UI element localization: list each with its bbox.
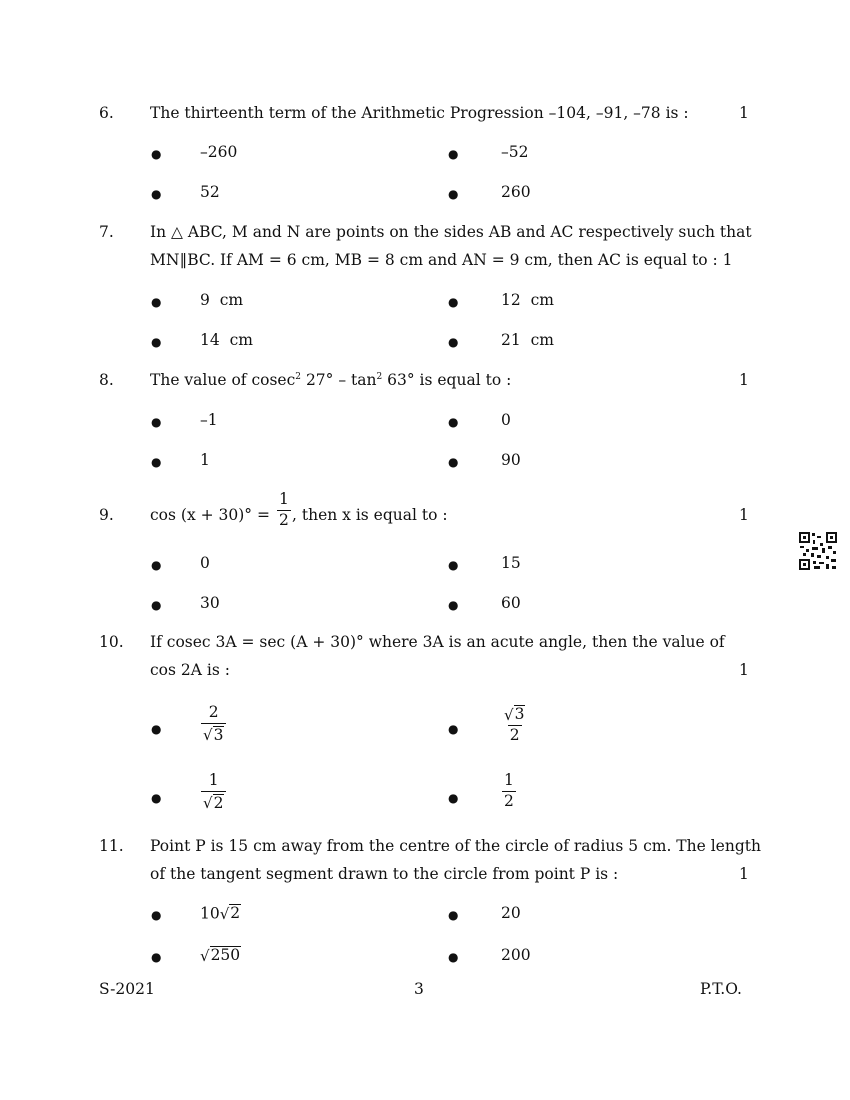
option-bullet: ● xyxy=(448,908,459,922)
option-c: 52 xyxy=(200,183,220,201)
option-b: –52 xyxy=(501,143,529,161)
question-text: The thirteenth term of the Arithmetic Progression –104, –91, –78 is : xyxy=(150,104,689,122)
text-segment: 27° – tan xyxy=(301,371,377,389)
question-marks: 1 xyxy=(739,506,749,524)
question-marks: 1 xyxy=(739,371,749,389)
option-b: 15 xyxy=(501,554,521,572)
option-c: 14 cm xyxy=(200,331,253,349)
question-number: 9. xyxy=(99,506,114,524)
question-text-lhs: cos (x + 30)° = xyxy=(150,506,270,524)
option-bullet: ● xyxy=(151,187,162,201)
question-marks: 1 xyxy=(739,104,749,122)
radicand: 3 xyxy=(514,705,525,723)
fraction-denominator xyxy=(201,791,226,812)
question-number: 6. xyxy=(99,104,114,122)
question-marks: 1 xyxy=(739,865,749,883)
option-bullet: ● xyxy=(151,415,162,429)
question-text-line2: cos 2A is : xyxy=(150,661,230,679)
fraction-numerator: 1 xyxy=(504,771,514,789)
square-root xyxy=(200,946,241,964)
qr-code-icon xyxy=(798,531,838,571)
fraction-denominator: 2 xyxy=(504,791,514,810)
fraction-denominator: 2 xyxy=(279,510,289,529)
option-b-fraction xyxy=(502,705,527,744)
text-segment: 63° is equal to : xyxy=(382,371,512,389)
fraction-numerator xyxy=(502,705,527,725)
radical-icon: √ xyxy=(219,904,230,923)
option-d: 60 xyxy=(501,594,521,612)
option-bullet: ● xyxy=(151,335,162,349)
square-root xyxy=(504,705,525,723)
option-bullet: ● xyxy=(448,558,459,572)
option-d: 260 xyxy=(501,183,531,201)
fraction-numerator: 1 xyxy=(279,490,289,508)
option-a: –1 xyxy=(200,411,218,429)
option-bullet: ● xyxy=(151,295,162,309)
page-number: 3 xyxy=(414,980,424,998)
fraction xyxy=(277,492,291,528)
question-text xyxy=(150,371,511,389)
question-marks: 1 xyxy=(739,661,749,679)
option-d: 200 xyxy=(501,946,531,964)
option-bullet: ● xyxy=(448,722,459,736)
segment-mn: MN xyxy=(150,251,180,269)
option-b: 0 xyxy=(501,411,511,429)
fraction-numerator: 2 xyxy=(208,703,219,721)
option-bullet: ● xyxy=(448,415,459,429)
option-d: 21 cm xyxy=(501,331,554,349)
question-text-line1: In △ ABC, M and N are points on the sides AB and AC respectively such that xyxy=(150,223,752,241)
radical-icon: √ xyxy=(200,946,210,965)
question-number: 11. xyxy=(99,837,124,855)
question-text-rest: . If AM = 6 cm, MB = 8 cm and AN = 9 cm, then AC is equal to : 1 xyxy=(210,251,733,269)
radical-icon: √ xyxy=(504,705,514,724)
option-c xyxy=(200,946,241,965)
option-a: –260 xyxy=(200,143,238,161)
fraction-denominator xyxy=(201,723,226,744)
square-root xyxy=(203,726,224,744)
question-text-line1: If cosec 3A = sec (A + 30)° where 3A is an acute angle, then the value of xyxy=(150,633,725,651)
square-root xyxy=(203,794,224,812)
question-number: 10. xyxy=(99,633,124,651)
option-a: 9 cm xyxy=(200,291,244,309)
option-bullet: ● xyxy=(448,455,459,469)
question-text-line2 xyxy=(150,251,732,269)
radicand: 2 xyxy=(213,793,224,812)
option-bullet: ● xyxy=(448,950,459,964)
option-bullet: ● xyxy=(448,187,459,201)
option-bullet: ● xyxy=(448,598,459,612)
question-number: 8. xyxy=(99,371,114,389)
parallel-icon: ∥ xyxy=(179,251,188,269)
option-bullet: ● xyxy=(151,950,162,964)
segment-bc: BC xyxy=(187,251,211,269)
radical-icon: √ xyxy=(203,726,213,744)
option-d-fraction xyxy=(502,773,516,809)
option-a xyxy=(200,904,241,923)
fraction-numerator: 1 xyxy=(208,771,219,789)
radical-icon: √ xyxy=(203,794,213,812)
text-segment: The value of cosec xyxy=(150,371,296,389)
footer-code: S-2021 xyxy=(99,980,155,998)
question-number: 7. xyxy=(99,223,114,241)
footer-pto: P.T.O. xyxy=(700,980,742,998)
option-bullet: ● xyxy=(151,147,162,161)
option-bullet: ● xyxy=(151,598,162,612)
superscript: 2 xyxy=(295,372,302,382)
option-c: 30 xyxy=(200,594,220,612)
option-d: 90 xyxy=(501,451,521,469)
question-text-line1: Point P is 15 cm away from the centre of the circle of radius 5 cm. The length xyxy=(150,837,761,855)
question-text-line2: of the tangent segment drawn to the circle from point P is : xyxy=(150,865,619,883)
square-root xyxy=(220,904,241,922)
option-a-fraction xyxy=(201,705,226,744)
option-bullet: ● xyxy=(448,295,459,309)
option-b: 12 cm xyxy=(501,291,554,309)
coefficient: 10 xyxy=(200,904,220,923)
option-c: 1 xyxy=(200,451,210,469)
option-bullet: ● xyxy=(448,147,459,161)
option-bullet: ● xyxy=(151,908,162,922)
option-bullet: ● xyxy=(448,791,459,805)
option-bullet: ● xyxy=(448,335,459,349)
superscript: 2 xyxy=(376,372,383,382)
option-bullet: ● xyxy=(151,722,162,736)
radicand: 250 xyxy=(210,946,241,964)
option-bullet: ● xyxy=(151,455,162,469)
radicand: 3 xyxy=(213,725,224,744)
option-c-fraction xyxy=(201,773,226,812)
radicand: 2 xyxy=(230,904,241,922)
option-bullet: ● xyxy=(151,791,162,805)
question-text-rhs: , then x is equal to : xyxy=(292,506,448,524)
option-b: 20 xyxy=(501,904,521,922)
option-bullet: ● xyxy=(151,558,162,572)
option-a: 0 xyxy=(200,554,210,572)
fraction-denominator: 2 xyxy=(509,726,520,744)
